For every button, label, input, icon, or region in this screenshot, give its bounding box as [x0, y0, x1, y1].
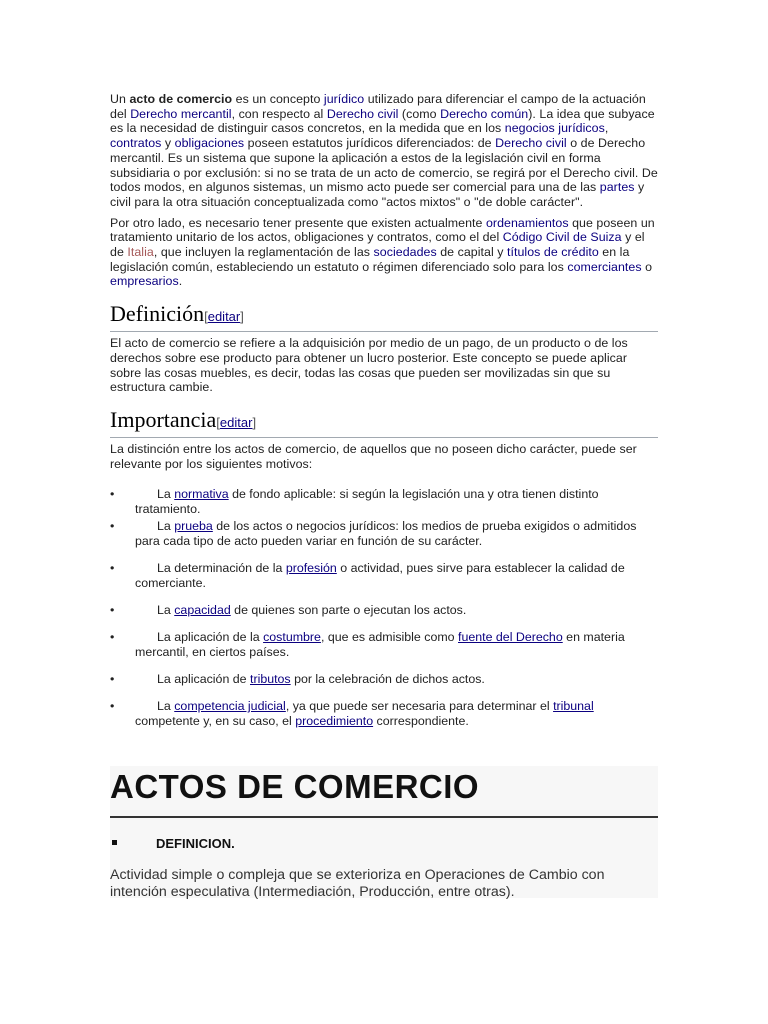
inline-link[interactable]: títulos de crédito [506, 245, 599, 260]
inline-link[interactable]: costumbre [263, 630, 321, 645]
banner-description: Actividad simple o compleja que se exterioriza en Operaciones de Cambio con intención especulativa (Intermediación, Producción, entre otras). [110, 867, 605, 900]
text-run: en materia mercantil, en ciertos países. [135, 630, 625, 660]
inline-link[interactable]: empresarios [110, 274, 179, 289]
section-title: Definición [110, 301, 205, 327]
text-run: Un [110, 92, 130, 106]
inline-link[interactable]: profesión [285, 561, 337, 576]
text-run: . [178, 274, 183, 289]
motivos-list [110, 487, 658, 729]
banner-subheading-text: DEFINICION. [156, 836, 235, 851]
section-title: Importancia [110, 406, 217, 432]
text-run: es un concepto [232, 92, 324, 106]
section-heading-definicion [110, 301, 658, 332]
edit-section-link [204, 309, 244, 324]
edit-bracket-open: [ [204, 309, 208, 325]
section-heading-importancia [110, 407, 658, 438]
intro-paragraph-1 [110, 92, 658, 210]
list-item [110, 630, 658, 660]
inline-link[interactable]: procedimiento [295, 714, 374, 729]
list-item [110, 561, 658, 591]
bullet-icon: • [110, 487, 115, 502]
definicion-text: El acto de comercio se refiere a la adquisición por medio de un pago, de un producto o de los derechos sobre ese producto para obtener un lucro posterior. Este concepto se puede aplicar sobre las cosas muebles, es decir, todas las cosas que pueden ser movilizadas sin que su estructura cambie. [110, 336, 628, 395]
text-run: , [604, 121, 609, 136]
edit-link-definicion[interactable]: editar [207, 309, 241, 325]
inline-link[interactable]: comerciantes [567, 259, 642, 274]
text-run: La [157, 487, 175, 502]
intro-paragraph-2 [110, 216, 658, 290]
text-run: o de Derecho mercantil. Es un sistema que supone la aplicación a estos de la legislación civil en forma subsidiaria o por exclusión: si no se trata de un acto de comercio, se regirá por el Derecho civil. De todos modos, en algunos sistemas, un mismo acto puede ser comercial para una de las [110, 136, 658, 195]
text-run: Por otro lado, es necesario tener presente que existen actualmente [110, 215, 486, 230]
text-run: de quienes son parte o ejecutan los actos. [230, 603, 467, 618]
text-run: , con respecto al [231, 106, 327, 121]
inline-link[interactable]: partes [599, 180, 635, 195]
bullet-icon: • [110, 630, 115, 645]
list-item [110, 603, 658, 618]
bullet-icon: • [110, 561, 115, 576]
text-run: de los actos o negocios jurídicos: los medios de prueba exigidos o admitidos para cada tipo de acto pueden variar en función de su carácter. [135, 519, 637, 549]
inline-link[interactable]: Derecho mercantil [130, 106, 232, 121]
inline-link[interactable]: jurídico [323, 92, 365, 106]
inline-link[interactable]: obligaciones [174, 136, 245, 151]
inline-link[interactable]: Código Civil de Suiza [502, 230, 622, 245]
text-run: o [641, 259, 653, 274]
banner-subheading [110, 836, 658, 851]
inline-link[interactable]: Derecho civil [495, 136, 567, 151]
text-run: y el de [110, 230, 645, 260]
inline-link[interactable]: negocios jurídicos [504, 121, 605, 136]
list-item [110, 672, 658, 687]
inline-link[interactable]: ordenamientos [485, 215, 569, 230]
text-run: correspondiente. [373, 714, 469, 729]
text-run: La [157, 603, 175, 618]
inline-link[interactable]: tribunal [553, 699, 594, 714]
inline-link[interactable]: sociedades [373, 245, 437, 260]
list-item [110, 699, 658, 729]
edit-section-link [216, 415, 256, 430]
actos-de-comercio-banner [110, 766, 658, 898]
inline-link[interactable]: fuente del Derecho [458, 630, 563, 645]
text-run: en la legislación común, estableciendo un estatuto o régimen diferenciado solo para los [110, 245, 630, 274]
text-run: y civil para la otra situación conceptualizada como "actos mixtos" o "de doble carácter". [110, 180, 645, 209]
inline-link[interactable]: prueba [174, 519, 213, 534]
inline-link[interactable]: Derecho común [440, 106, 529, 121]
edit-bracket-close: ] [240, 309, 244, 325]
text-run: de fondo aplicable: si según la legislación una y otra tienen distinto tratamiento. [135, 487, 599, 517]
list-item [110, 519, 658, 549]
article-body [110, 92, 658, 741]
inline-link[interactable]: Derecho civil [326, 106, 399, 121]
text-run: que poseen un tratamiento unitario de los actos, obligaciones y contratos, como el del [110, 215, 655, 245]
text-run: de capital y [436, 245, 507, 260]
text-run: La [157, 519, 175, 534]
edit-bracket-close: ] [252, 414, 257, 430]
inline-link[interactable]: tributos [250, 672, 291, 687]
text-run: por la celebración de dichos actos. [290, 672, 485, 687]
text-run: o actividad, pues sirve para establecer la calidad de comerciante. [135, 561, 625, 591]
bullet-icon: • [110, 672, 115, 687]
text-run: poseen estatutos jurídicos diferenciados: de [244, 136, 496, 151]
bullet-icon: • [110, 699, 115, 714]
edit-link-importancia[interactable]: editar [219, 414, 253, 430]
bold-term: acto de comercio [129, 92, 233, 106]
edit-bracket-open: [ [216, 414, 220, 430]
inline-link[interactable]: normativa [174, 487, 229, 502]
text-run: La [157, 699, 175, 714]
importancia-text: La distinción entre los actos de comercio, de aquellos que no poseen dicho carácter, puede ser relevante por los siguientes motivos: [110, 441, 637, 471]
text-run: La determinación de la [157, 561, 286, 576]
text-run: y [161, 136, 175, 151]
bullet-icon: • [110, 603, 115, 618]
text-run: utilizado para diferenciar el campo de la actuación del [110, 92, 646, 121]
banner-title: ACTOS DE COMERCIO [110, 766, 658, 818]
list-item [110, 487, 658, 517]
text-run: , que incluyen la reglamentación de las [153, 245, 374, 260]
text-run: La aplicación de [157, 672, 250, 687]
text-run: , que es admisible como [320, 630, 459, 645]
text-run: ). La idea que subyace es la necesidad de distinguir casos concretos, en la medida que en los [110, 106, 655, 136]
square-bullet-icon [112, 840, 117, 845]
inline-link[interactable]: capacidad [174, 603, 231, 618]
bullet-icon: • [110, 519, 115, 534]
inline-link[interactable]: Italia [127, 245, 154, 260]
text-run: , ya que puede ser necesaria para determinar el [285, 699, 554, 714]
inline-link[interactable]: contratos [110, 136, 162, 151]
text-run: competente y, en su caso, el [135, 714, 296, 729]
text-run: La aplicación de la [157, 630, 264, 645]
text-run: (como [398, 106, 441, 121]
inline-link[interactable]: competencia judicial [174, 699, 286, 714]
